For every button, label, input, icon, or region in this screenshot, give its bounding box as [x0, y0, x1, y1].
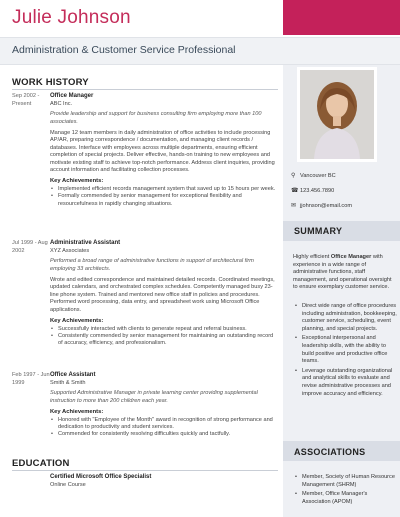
achievements-list — [50, 326, 278, 348]
contact-email[interactable] — [291, 202, 395, 210]
summary-bullet: • Exceptional interpersonal and leadership skills, with the ability to build positive and productive office teams. — [293, 335, 397, 365]
section-divider — [12, 89, 278, 90]
job-title: Administrative Assistant — [50, 240, 121, 246]
job-company: ABC Inc. — [50, 100, 73, 107]
achievements-list — [50, 417, 278, 439]
associations-list — [293, 474, 397, 508]
summary-bullets — [293, 303, 397, 400]
map-pin-icon: ⚲ — [291, 173, 296, 179]
resume-subtitle: Administration & Customer Service Professional — [12, 44, 236, 56]
education-school: Online Course — [50, 481, 86, 488]
summary-bullet: • Leverage outstanding organizational and analytical skills to evaluate and revise administrative processes and improve accuracy and efficiency. — [293, 368, 397, 398]
envelope-icon: ✉ — [291, 203, 297, 209]
achievement-item: • Commended for consistently resolving difficulties quickly and tactfully. — [50, 431, 278, 438]
job-description: Wrote and edited correspondence and maintained detailed records. Coordinated meetings, updated calendars, and orchestrated complex schedules. Competently managed busy 23-line phone system. Trained and mentored new office staff in policies and procedures. Performed word processing, data entry, and spreadsheet work using Microsoft Office applications. — [50, 277, 275, 313]
profile-photo-frame — [297, 67, 377, 162]
summary-heading: SUMMARY — [294, 226, 343, 236]
contact-location — [291, 172, 395, 180]
education-degree: Certified Microsoft Office Specialist — [50, 474, 152, 480]
profile-photo — [300, 70, 374, 159]
section-divider — [12, 470, 278, 471]
resume-name: Julie Johnson — [12, 7, 131, 28]
job-company: XYZ Associates — [50, 247, 90, 254]
achievements-label: Key Achievements: — [50, 178, 104, 185]
header-accent-block — [283, 0, 400, 35]
job-title: Office Assistant — [50, 372, 96, 378]
education-entry — [50, 474, 278, 489]
contact-phone — [291, 187, 395, 195]
summary-text-bold: Office Manager — [330, 254, 372, 260]
contact-location-text: Vancouver BC — [300, 173, 336, 179]
summary-text — [293, 254, 393, 292]
achievement-item: • Successfully interacted with clients to generate repeat and referral business. — [50, 326, 278, 333]
achievement-item: • Implemented efficient records management system that saved up to 15 hours per week. — [50, 186, 278, 193]
phone-icon: ☎ — [291, 188, 299, 194]
job-title: Office Manager — [50, 93, 94, 99]
associations-heading: ASSOCIATIONS — [294, 447, 366, 457]
job-date: Feb 1997 - Jun 1999 — [12, 372, 50, 386]
achievements-label: Key Achievements: — [50, 318, 104, 325]
contact-phone-text: 123.456.7890 — [300, 188, 335, 194]
achievements-label: Key Achievements: — [50, 409, 104, 415]
job-description: Manage 12 team members in daily administration of office activities to include processing AP/AR, preparing correspondence / documentation, and managing client records / databases. Interface with employees across multiple departments, ensuring efficient completion of special projects. Deliver effective, hands-on training to new employees and motivate existing staff to achieve top-notch performance. Address client inquiries, providing account information and facilitating collection processes. — [50, 130, 275, 174]
summary-text-part: Highly efficient — [293, 254, 331, 260]
job-date: Jul 1999 - Aug 2002 — [12, 240, 48, 254]
job-tagline: Provide leadership and support for business consulting firm employing more than 100 associates. — [50, 111, 262, 125]
contact-email-text[interactable]: jjohnson@email.com — [300, 203, 353, 209]
job-tagline: Performed a broad range of administrative functions in support of architectural firm employing 33 architects. — [50, 258, 254, 272]
association-item: • Member, Office Manager's Association (APOM) — [293, 491, 397, 506]
achievements-list — [50, 186, 278, 208]
summary-bullet: • Direct wide range of office procedures including administration, bookkeeping, customer service, scheduling, event planning, and special projects. — [293, 303, 397, 333]
job-tagline: Supported Administrative Manager in private learning center providing supplemental instruction to more than 200 children each year. — [50, 390, 258, 404]
summary-text-part: with experience in a wide range of administrative functions, staff management, and operational oversight to ensure exemplary customer service. — [293, 254, 392, 291]
work-history-heading: WORK HISTORY — [12, 77, 89, 88]
job-company: Smith & Smith — [50, 379, 86, 386]
achievement-item: • Formally commended by senior management for exceptional flexibility and resourcefulness in rapidly changing situations. — [50, 193, 278, 208]
achievement-item: • Honored with "Employee of the Month" award in recognition of strong performance and dedication to productivity and student services. — [50, 417, 278, 432]
achievement-item: • Consistently commended by senior management for maintaining an outstanding record of accuracy, efficiency, and professionalism. — [50, 333, 278, 348]
association-item: • Member, Society of Human Resource Management (SHRM) — [293, 474, 397, 489]
job-date: Sep 2002 - Present — [12, 93, 40, 107]
education-heading: EDUCATION — [12, 458, 70, 469]
